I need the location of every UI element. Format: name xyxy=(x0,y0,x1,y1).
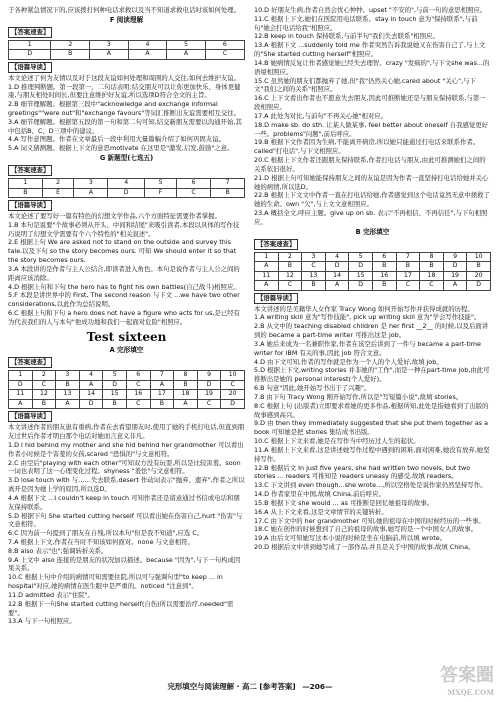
answer-explanation: 5.D 根据上下文,writing stories 并非她的"工作",而是一种在part-time job,由此可推断出是她的 personal interest(个人爱好)。 xyxy=(254,366,490,384)
answer-explanation: 18.C 她在创作的时候想到了自己的祖母的故事,她写的是一个中国女人的故事。 xyxy=(254,525,478,534)
answer-cell: 9 xyxy=(443,252,467,262)
answer-cell: 6 xyxy=(205,40,244,50)
answer-explanation: 7.A 根据上下文,作者在当时不知该如何面对。none 与文意相符。 xyxy=(8,537,194,546)
answer-cell: 2 xyxy=(278,252,302,262)
answer-explanation: 17.C 由下文中的 her grandmother 可知,她的祖母在中国的时候经历的一些事。 xyxy=(254,516,485,525)
watermark-sub: MXQE.COM xyxy=(447,688,494,698)
answer-cell: 7 xyxy=(150,371,174,381)
answer-explanation: 14.B 她病情反复让作者感觉她已经失去理智。crazy "发疯的",与下文she was...的语境相照应。 xyxy=(254,58,490,76)
answer-explanation: 7.B 由下句 Tracy Wong 刚开始写作,所以是"写短篇小说",故填 stories。 xyxy=(254,392,463,401)
answer-cell: 1 xyxy=(9,371,33,381)
answer-cell: B xyxy=(9,188,43,198)
answer-cell: B xyxy=(372,262,396,272)
answer-explanation: 6.B 句意"因此,她开始写书出于了兴趣"。 xyxy=(254,384,371,393)
answer-cell: 4 xyxy=(108,179,145,189)
answer-explanation: 9.A 上文中 also 连接的是朋友的状况加以描述。because "因为",与下一句构成因果关系。 xyxy=(8,555,241,573)
answer-cell: A xyxy=(167,50,206,60)
answer-cell: 16 xyxy=(126,390,150,400)
answer-explanation: 1.B 本句是说要"个故事必须从开头、中间和结尾"来吸引读者,本段以具体的写作技巧说明了幻想文学需要有个六个特性的"相关叙述"。 xyxy=(8,220,240,238)
answer-explanation: 2.B 细节理解题。根据第三段中"acknowledge and exchange informal greetings""were out"和"exchange favours"等词汇推断出友谊需要相互交往。 xyxy=(8,100,241,117)
guide-tag: 【语篇导读】 xyxy=(8,62,52,73)
b-items xyxy=(254,313,491,551)
answer-explanation: 12.B 根据后文 In just five years, she had written two novels, but two stories ... readers 可推知是 readers uneasy 的感受,故填 readers。 xyxy=(254,463,471,481)
answer-cell: C xyxy=(205,50,244,60)
answer-cell: D xyxy=(467,281,491,291)
answer-cell: 2 xyxy=(42,179,74,189)
b-answer-table xyxy=(254,252,491,291)
answer-cell: 13 xyxy=(302,271,326,281)
answer-explanation: 13.A 根据下文 ...suddenly told me 作者突然告诉我说她又在伤害自己了,与上文的"She started cutting herself"相照应。 xyxy=(254,41,486,59)
answer-cell: A xyxy=(74,188,108,198)
answer-explanation: 14.D 作者家里在中国,故填 China,前后呼应。 xyxy=(254,490,385,499)
page-footer xyxy=(0,682,500,692)
guide-tag: 【语篇导读】 xyxy=(8,411,52,422)
answer-cell: 14 xyxy=(325,271,349,281)
answer-explanation: 13.C 下文讲到 even though...she wrote...,所以空格处是说作家仍然坚持写作。 xyxy=(254,481,487,490)
answer-cell: D xyxy=(325,262,349,272)
answer-cell: C xyxy=(420,281,444,291)
answer-cell: D xyxy=(221,399,245,409)
answer-cell: A xyxy=(174,399,198,409)
answer-explanation: 15.C 虽然她的朋友们都抛弃了她,但"我"仍然关心她,cared about "关心",与下文"我们之间的关系"相照应。 xyxy=(254,76,476,94)
answer-cell: B xyxy=(103,399,127,409)
answer-cell: B xyxy=(420,262,444,272)
answer-cell: 16 xyxy=(372,271,396,281)
answer-explanation: 11.C 根据上下文,她们在医院用电话联系。stay in touch 意为"保持联系",与前句"她会打电话给我"相照应。 xyxy=(254,14,478,32)
f-answer-table xyxy=(8,40,245,60)
answer-cell: A xyxy=(150,380,174,390)
answer-cell: 14 xyxy=(79,390,103,400)
a-items xyxy=(8,441,245,626)
answer-cell: C xyxy=(221,380,245,390)
a-guide: 本文讲述作者的朋友患有重病,作者在去看望朋友时,使用了她的手机打电话,但直到朋友过世后作者才明白那个电话对她而言意义非凡。 xyxy=(8,423,245,441)
answer-cell: 19 xyxy=(197,390,221,400)
answer-cell: 8 xyxy=(174,371,198,381)
answer-explanation: 1.D I hid behind my mother and she hid behind her grandmother 可以看出作者小时候是个害羞的女孩,scared "恐惧的"与文意相符。 xyxy=(8,440,244,458)
answer-explanation: 16.A 从上下文来看,这是文章情节的关键转折。 xyxy=(254,507,388,516)
answer-cell: D xyxy=(108,188,145,198)
answer-explanation: 2.E 根据上句 We are asked not to stand on the outside and survey this tale.以及下句 so the story becomes ours. 可知 We should enter it so that the story becomes ours. xyxy=(8,238,237,265)
answer-cell: B xyxy=(278,262,302,272)
watermark-logo xyxy=(440,664,494,698)
answer-cell: 10 xyxy=(221,371,245,381)
answer-cell: B xyxy=(150,399,174,409)
intro-tail: 于各种紧急情况下的,应该拨打何种电话求救以及当不知道求救电话时该如何处理。 xyxy=(8,6,241,14)
left-column xyxy=(8,6,245,674)
answer-explanation: 15.B 根据下文 she would ... as 可推断是回忆她祖母的故事。 xyxy=(254,498,434,507)
answer-cell: D xyxy=(197,380,221,390)
answer-cell: B xyxy=(32,399,56,409)
answer-cell: 5 xyxy=(145,179,177,189)
answer-cell: C xyxy=(126,399,150,409)
answer-cell: D xyxy=(349,281,373,291)
answer-cell: C xyxy=(32,380,56,390)
answer-cell: 3 xyxy=(74,179,108,189)
answer-cell: B xyxy=(56,380,80,390)
answer-cell: E xyxy=(42,188,74,198)
section-f-title: F 阅读理解 xyxy=(109,15,144,24)
answer-cell: 5 xyxy=(103,371,127,381)
answer-cell: 15 xyxy=(349,271,373,281)
section-g-title: G 新题型(七选五) xyxy=(99,154,154,163)
answer-explanation: 19.A 由后文可知她写这本小说的时候是坐在电脑前,所以填 wrote。 xyxy=(254,534,447,543)
test-title: Test sixteen xyxy=(86,329,167,344)
answer-explanation: 12.B 根据下一句She started cutting herself(自伤)所以需要治疗,needed"需要"。 xyxy=(8,599,234,617)
answer-explanation: 3.A 细节理解题。根据第五段的第一句和第二句可知,结交新朋友需要以沟通开始,其中包括B、C、D三项中的建议。 xyxy=(8,117,242,135)
answer-cell: 4 xyxy=(128,40,167,50)
answer-cell: A xyxy=(128,50,167,60)
answer-cell: 15 xyxy=(103,390,127,400)
answer-cell: 3 xyxy=(302,252,326,262)
answer-cell: 19 xyxy=(443,271,467,281)
answer-cell: 10 xyxy=(467,252,491,262)
g-guide: 本文论述了要写好一篇有特色的幻想文学作品,六个方面特征需要作者掌握。 xyxy=(8,211,221,220)
answers-tag: 【答案速查】 xyxy=(8,357,52,368)
answers-tag: 【答案速查】 xyxy=(8,165,52,176)
answer-cell: 12 xyxy=(278,271,302,281)
answer-cell: 1 xyxy=(9,40,51,50)
answer-explanation: 20.D 根据后文中讲到她写成了一部作品,并且是关于中国的故事,故填 China。 xyxy=(254,543,475,551)
answer-explanation: 21.D 根据上句可知她能保持朋友之间的友谊是因为作者一直坚持打电话给她并关心她的病情,所以选D。 xyxy=(254,173,489,191)
answer-cell: D xyxy=(103,380,127,390)
answer-explanation: 4.A 根据下文 ...I couldn't keep in touch 可知作者还是留意通过书信或电话和朋友保持联系。 xyxy=(8,493,240,511)
page-number: —206— xyxy=(302,681,333,691)
answer-cell: B xyxy=(302,281,326,291)
answer-cell: 4 xyxy=(79,371,103,381)
answer-cell: D xyxy=(9,50,51,60)
answer-cell: 3 xyxy=(90,40,129,50)
answer-cell: A xyxy=(325,281,349,291)
answer-cell: A xyxy=(79,380,103,390)
answer-cell: 12 xyxy=(32,390,56,400)
answer-cell: 1 xyxy=(9,179,43,189)
answer-cell: C xyxy=(278,281,302,291)
answer-cell: C xyxy=(302,262,326,272)
answer-cell: 20 xyxy=(221,390,245,400)
answer-explanation: 3.A 她后来成为一名兼职作家,作者在该空后讲到了一件与 became a part-time writer for IBM 有关的事,因此 job 符合文意。 xyxy=(254,339,481,357)
section-a-title: A 完形填空 xyxy=(109,346,144,355)
answers-tag: 【答案速查】 xyxy=(8,27,52,38)
answer-explanation: 22.B 根据上下文文中作者一直在打电话给她,作者感觉到这个电话竟然无意中拯救了她的生命。own "欠",与上文文意相照应。 xyxy=(254,191,490,209)
answer-cell: A xyxy=(443,281,467,291)
answer-cell: 7 xyxy=(396,252,420,262)
answer-explanation: 10.C 根据上下文来看,她是在写作当中经历过人生的起伏。 xyxy=(254,437,420,446)
answer-cell: 6 xyxy=(126,371,150,381)
answer-explanation: 4.D 根据上句和下句 the hero has to fight his own battles(自己战斗)相照应。 xyxy=(8,282,240,291)
answer-cell: B xyxy=(467,262,491,272)
answer-explanation: 1.D 推理判断题。第一段第一、二句话表明:结交朋友可以让你更加快乐、身体更健康,与朋友相处时间长,但要注意维护好友谊,所以选项D符合全文的主旨。 xyxy=(8,82,241,100)
answer-cell: A xyxy=(255,262,279,272)
answer-cell: C xyxy=(396,281,420,291)
answer-cell: 4 xyxy=(325,252,349,262)
guide-tag: 【语篇导读】 xyxy=(254,293,298,304)
answer-cell: 17 xyxy=(150,390,174,400)
answer-explanation: 6.C 因为前一句提到了朋友在自残,所以本句"但是我不知道",应选 C。 xyxy=(8,529,204,538)
answer-cell: A xyxy=(56,399,80,409)
answer-explanation: 8.C 根据上句 (出版者)立即要求看她的更多作品,根据所知,此处是指她看到了出版的故事感到高兴。 xyxy=(254,401,489,419)
answer-explanation: 19.B 根据下文作者因为生病,不能离开病房,所以她只能通过打电话来联系作者。called"打电话",与下文相照应。 xyxy=(254,138,480,156)
answer-cell: C xyxy=(126,380,150,390)
answer-explanation: 3.D lose touch with 与……失去联系,desert 作动词表示"抛弃、遗弃",作者之所以离开是因为她上学的原因,所以选D。 xyxy=(8,476,245,494)
answer-cell: D xyxy=(349,262,373,272)
answer-cell: 6 xyxy=(176,179,210,189)
answer-explanation: 17.A 此处为对比,与前句"不再关心她"相对应。 xyxy=(254,111,388,120)
answer-explanation: 6.C 根据上句和下句 a hero does not have a figure who acts for us,是已经有为代表我们的人与本句"他成功地和我们一起面对危险"相照应。 xyxy=(8,309,241,326)
guide-tag: 【语篇导读】 xyxy=(8,200,52,211)
answer-cell: 3 xyxy=(56,371,80,381)
answer-explanation: 8.B also 表示"也";强调转折关系。 xyxy=(8,546,108,555)
answer-cell: B xyxy=(396,262,420,272)
answer-cell: C xyxy=(197,399,221,409)
answer-explanation: 10.D 好朋友生病,作者自然会忧心忡忡。upset "不安的",与前一句的意思相照应。 xyxy=(254,6,487,14)
right-column xyxy=(254,6,491,674)
answer-cell: 17 xyxy=(396,271,420,281)
answers-tag: 【答案速查】 xyxy=(254,239,298,250)
answer-cell: 11 xyxy=(255,271,279,281)
answer-cell: 7 xyxy=(211,179,245,189)
answer-explanation: 18.D make sb. do sth. 让某人做某事, feel better about oneself 自我感觉更好一些。problems"问题",前后呼应。 xyxy=(254,120,489,138)
answer-explanation: 2.C 由空后"playing with each other"可知双方没有玩耍,所以是比较害羞。soon 一词也表明了这一心理变化过程。shyness "羞怯"与文意相符。 xyxy=(8,458,241,476)
answer-explanation: 5.D 根据下句 She started cutting herself 可以看出她在伤害自己,hurt "伤害"与文意相符。 xyxy=(8,511,243,529)
answer-cell: B xyxy=(372,281,396,291)
answer-cell: D xyxy=(79,399,103,409)
answer-explanation: 3.A 本段讲的是作者与主人公结合,即读者进入角色。本句是说作者与主人公之间的距离应该消除。 xyxy=(8,264,240,282)
a-answer-table xyxy=(8,370,245,409)
answer-explanation: 13.A 与下一句相照应。 xyxy=(8,617,76,626)
answer-explanation: 2.B 从文中的 teaching disabled children 是 her first __2__ 的时候,以及后面讲到的 became a part-time writer 可推出这是 job。 xyxy=(254,322,489,340)
answer-cell: D xyxy=(9,380,33,390)
answer-cell: A xyxy=(255,281,279,291)
answer-cell: 6 xyxy=(372,252,396,262)
answer-cell: 9 xyxy=(197,371,221,381)
answer-explanation: 4.A 写作意图题。作者在文章最后一段中利用大量篇幅介绍了如何巩固友谊。 xyxy=(8,135,225,144)
answer-cell: 2 xyxy=(32,371,56,381)
f-guide: 本文论述了何为友情以及对于这段友谊如何处理和周围的人交往,如何去维护友谊。 xyxy=(8,73,241,82)
answer-cell: A xyxy=(90,50,129,60)
answer-cell: 18 xyxy=(174,390,198,400)
answer-cell: 18 xyxy=(420,271,444,281)
answer-explanation: 9.D 由 then they immediately suggested that she put them together as a book 可知她是把 stories 集结成书出版。 xyxy=(254,419,489,437)
answer-explanation: 20.C 根据上下文作者还跟朋友保持联系,作者打电话与朋友,由此可推测她们之间的关系依旧很好。 xyxy=(254,156,486,173)
f-items xyxy=(8,83,245,154)
answer-cell: B xyxy=(174,380,198,390)
answer-cell: A xyxy=(9,399,33,409)
section-b-title: B 完形填空 xyxy=(355,227,390,236)
answer-cell: B xyxy=(51,50,90,60)
answer-explanation: 16.C 上下文看出作者也不愿意失去朋友,因此可推断她还是与朋友保持联系,与第一段相照应。 xyxy=(254,94,486,112)
right-items-top xyxy=(254,6,491,227)
answer-cell: C xyxy=(176,188,210,198)
answer-cell: 11 xyxy=(9,390,33,400)
answer-explanation: 11.A 根据上下文来看,这是讲述她写作过程中遇到的困难,面对困难,她没有放弃,她坚持写作。 xyxy=(254,445,490,463)
answer-cell: 8 xyxy=(420,252,444,262)
answer-explanation: 11.D admitted 表示"住院"。 xyxy=(8,590,94,599)
answer-cell: 5 xyxy=(349,252,373,262)
b-guide: 本文讲述的是美籍华人女作家 Tracy Wong 如何开始写作并获得成就的历程。 xyxy=(254,304,474,313)
footer-label: 完形填空与阅读理解 · 高二 [参考答案] xyxy=(167,681,296,691)
answer-cell: D xyxy=(443,262,467,272)
answer-explanation: 5.A 词义猜测题。根据上下文的意思motivate 在这里是"激发,启发,鼓励"之意。 xyxy=(8,144,234,153)
g-items xyxy=(8,221,245,327)
answer-explanation: 23.A 概括全文,呼应主题。give up on sb. 表示"不再相信、不再信任",与下句相照应。 xyxy=(254,209,488,226)
answer-cell: 2 xyxy=(51,40,90,50)
answer-cell: 1 xyxy=(255,252,279,262)
answer-explanation: 10.C 根据上句中介绍的病情可知需要住院,所以可与强调句型"to keep ... in hospital"对应,她的病情在医生眼中是严重的。noticed "注意到"。 xyxy=(8,573,223,591)
answer-cell: 13 xyxy=(56,390,80,400)
answer-cell: B xyxy=(211,188,245,198)
answer-cell: 20 xyxy=(467,271,491,281)
answer-explanation: 4.D 由下文可知,作者的写作就是作为一个人的个人爱好,故填 job。 xyxy=(254,357,443,366)
watermark-main: 答案圈 xyxy=(440,664,494,686)
g-answer-table xyxy=(8,178,245,198)
answer-explanation: 12.B keep in touch 保持联系,与前半句"我们失去联系"相照应。 xyxy=(254,32,439,41)
answer-explanation: 1.A writing skill 意为"写作技能", pick up writing skill 意为"学会写作技能"。 xyxy=(254,313,481,322)
answer-cell: F xyxy=(145,188,177,198)
answer-explanation: 5.F 本段是讲世界中的 First, The second reason 与下文 ...we have two other considerations,以此作为总结说明。 xyxy=(8,291,240,309)
answer-cell: 5 xyxy=(167,40,206,50)
